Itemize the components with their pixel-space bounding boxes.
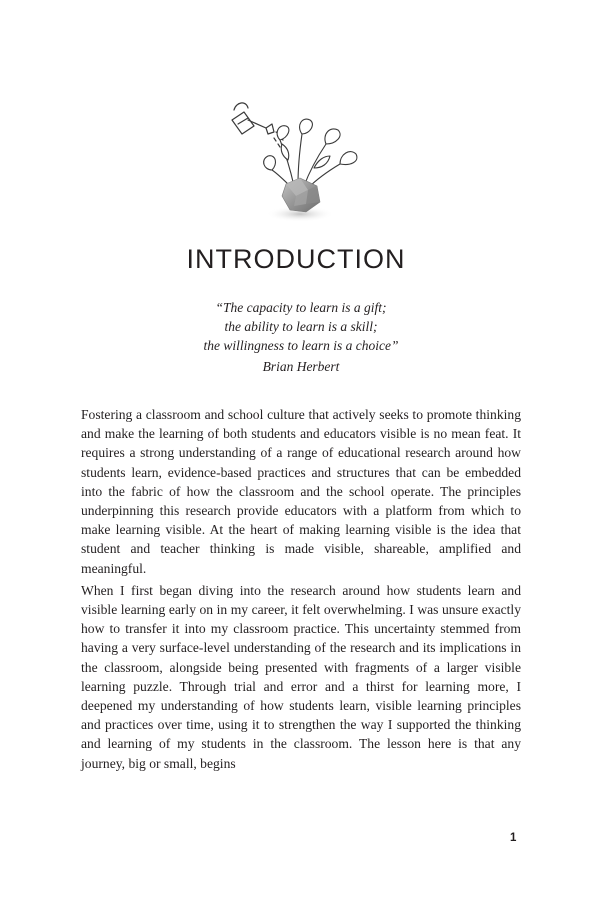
epigraph-line: the willingness to learn is a choice” [203,338,399,353]
watering-can-plant-illustration [222,98,362,226]
epigraph-author: Brian Herbert [262,359,340,374]
epigraph-quote [0,298,592,376]
epigraph-line: the ability to learn is a skill; [224,319,378,334]
chapter-title: INTRODUCTION [186,244,406,275]
body-paragraph: Fostering a classroom and school culture that actively seeks to promote thinking and make the learning of both students and educators visible is no mean feat. It requires a strong understanding of a range of educational research around how students learn, evidence-based practices and structures that can be embedded into the fabric of how the classroom and the school operate. The principles underpinning this research provide educators with a platform from which to make learning visible. At the heart of making learning visible is the idea that student and teacher thinking is made visible, shareable, amplified and meaningful. [81,407,521,576]
epigraph-line: “The capacity to learn is a gift; [215,300,387,315]
body-paragraph: When I first began diving into the research around how students learn and visible learning early on in my career, it felt overwhelming. I was unsure exactly how to transfer it into my classroom practice. This uncertainty stemmed from having a very surface-level understanding of the research and its implications in the classroom, alongside being presented with fragments of a larger visible learning puzzle. Through trial and error and a thirst for learning more, I deepened my understanding of how students learn, visible learning principles and practices over time, using it to strengthen the way I supported the thinking and learning of my students in the classroom. The lesson here is that any journey, big or small, begins [81,582,521,771]
page-number: 1 [510,832,517,844]
body-text [81,405,521,776]
plant-leaves-icon [264,119,357,188]
watering-can-icon [232,103,283,147]
